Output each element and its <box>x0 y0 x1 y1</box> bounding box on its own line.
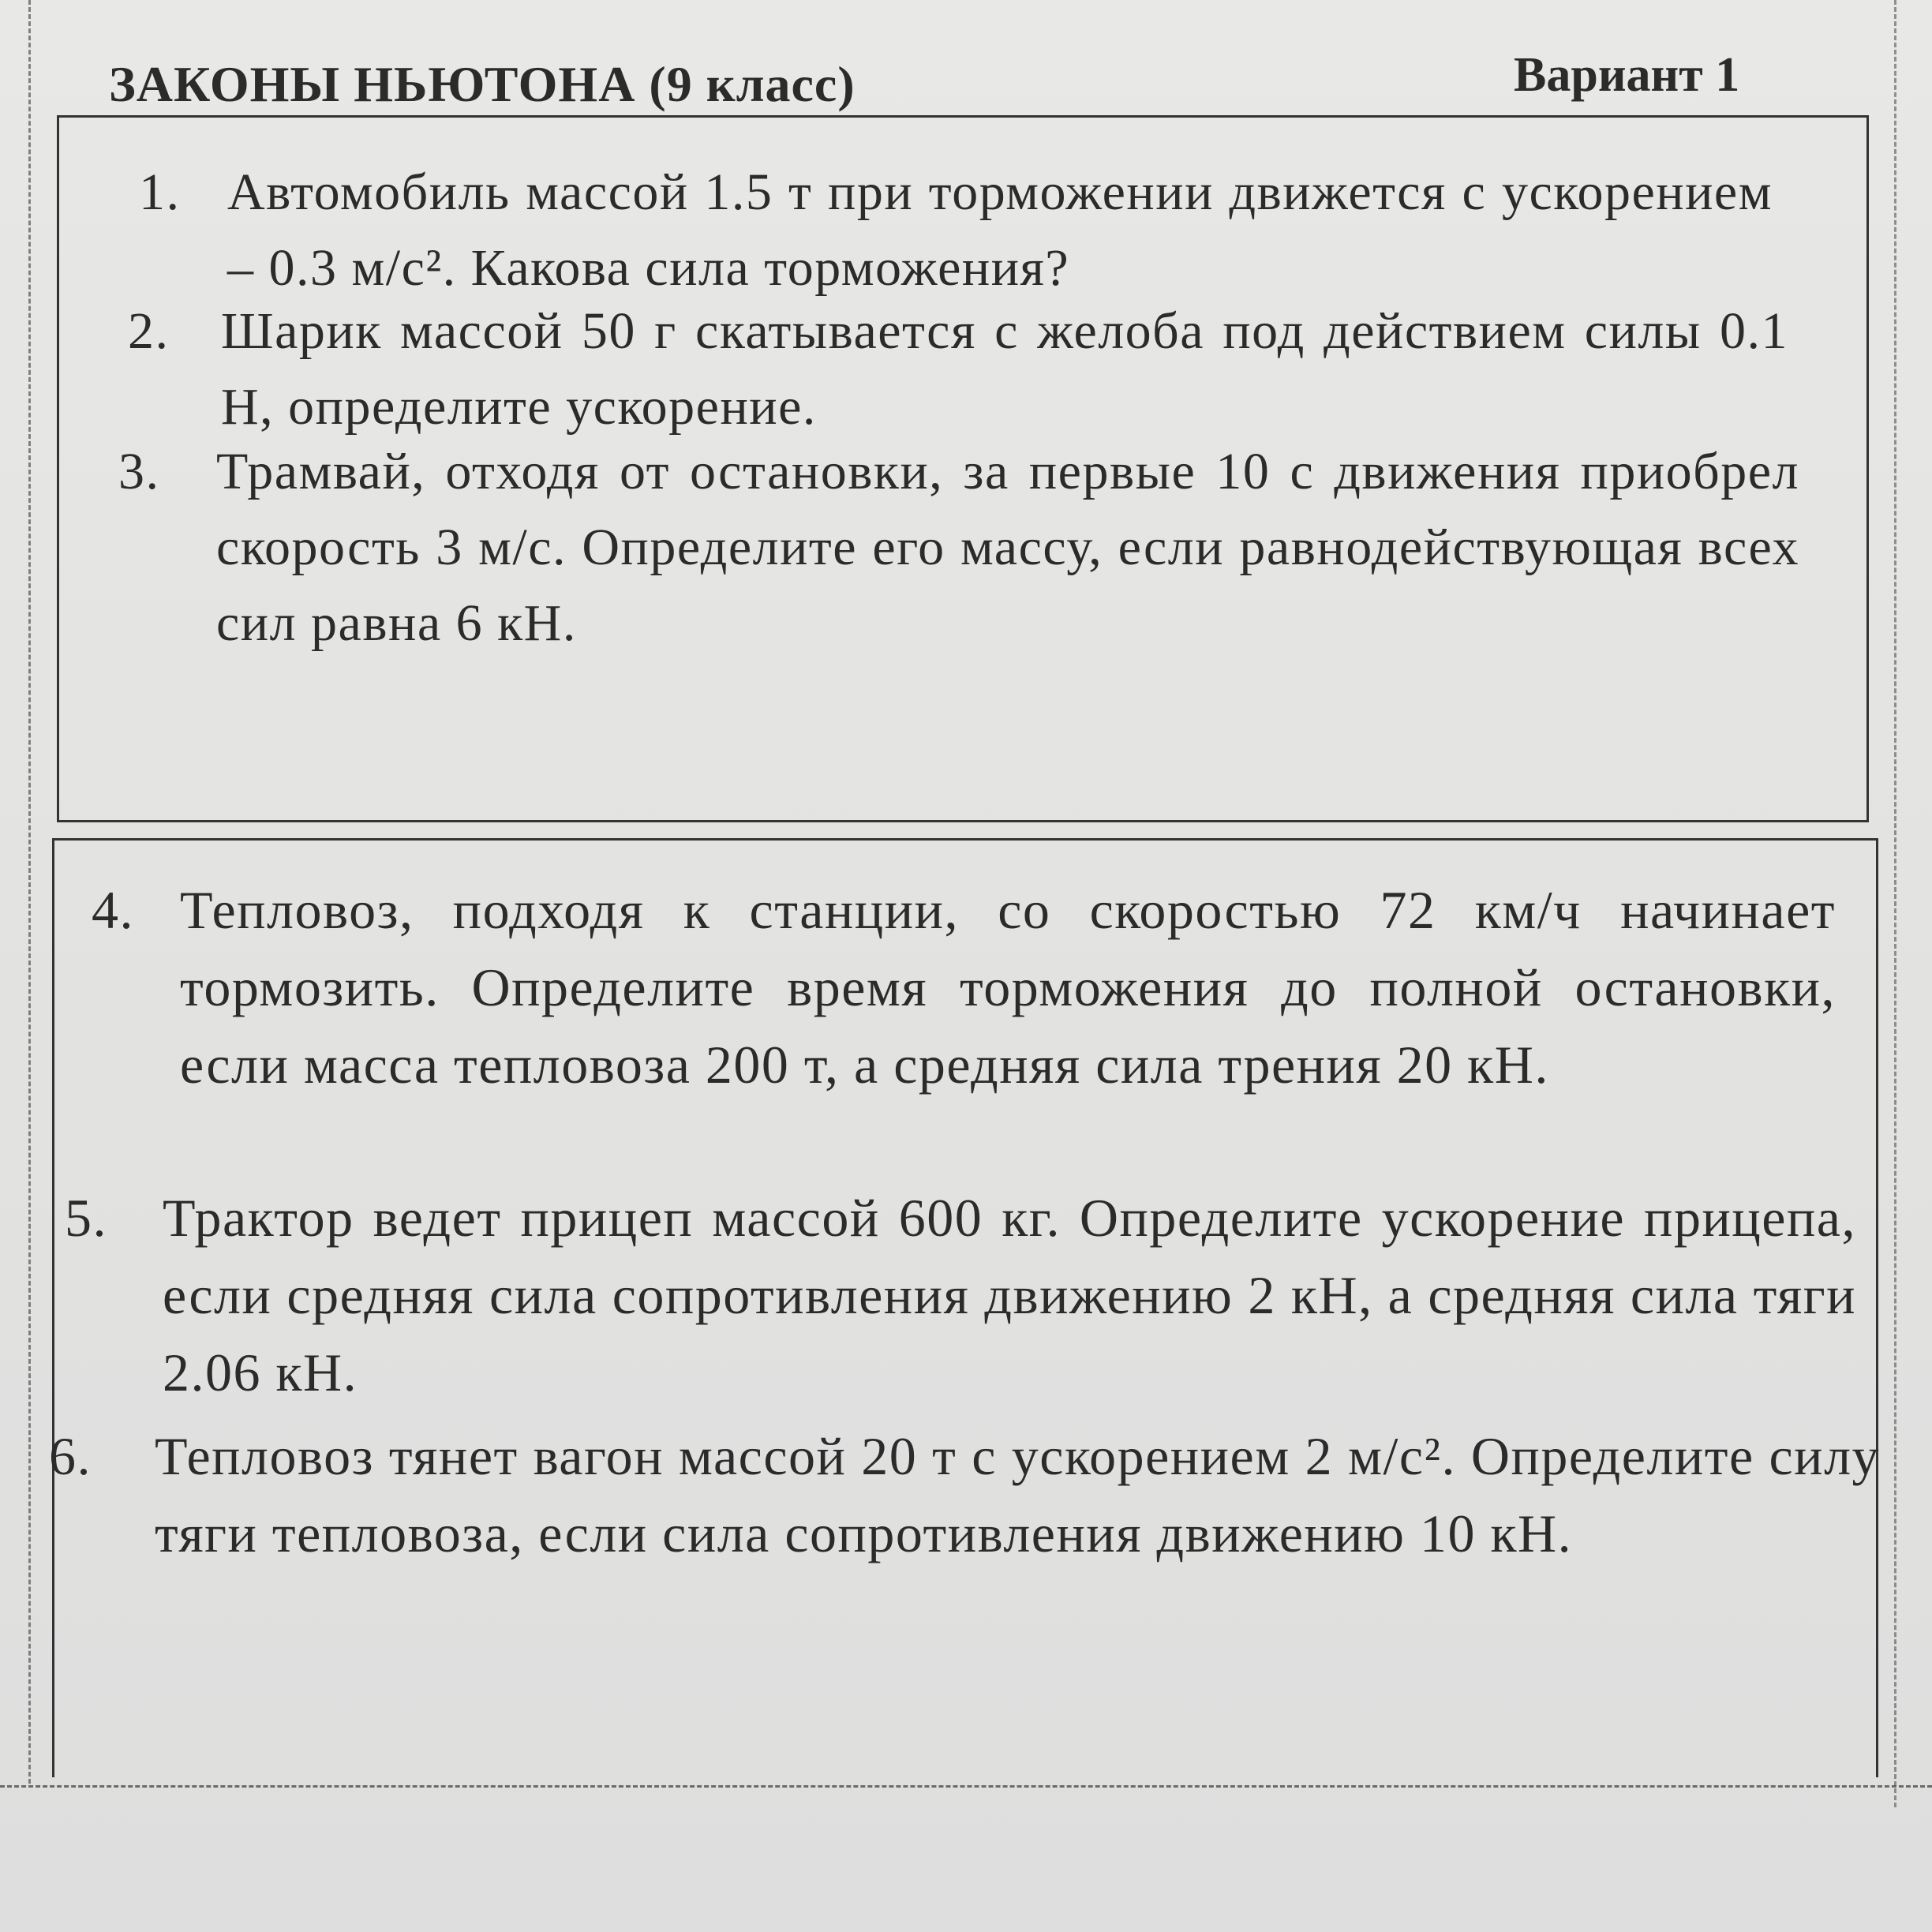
task-text: Тепловоз тянет вагон массой 20 т с ускорением 2 м/с². Определите силу тяги тепловоза, если сила сопротивления движению 10 кН. <box>155 1426 1880 1563</box>
task-number: 2. <box>128 302 170 360</box>
task-text: Шарик массой 50 г скатывается с желоба под действием силы 0.1 Н, определите ускорение. <box>221 302 1788 436</box>
task-number: 1. <box>139 163 181 221</box>
task-item-3 <box>118 434 1799 661</box>
task-number: 3. <box>118 443 160 500</box>
task-item-2 <box>128 294 1788 445</box>
task-item-1 <box>139 155 1773 306</box>
task-text: Тепловоз, подходя к станции, со скоростью 72 км/ч начинает тормозить. Определите время торможения до полной остановки, если масса тепловоза 200 т, а средняя сила трения 20 кН. <box>180 880 1836 1095</box>
worksheet-title: ЗАКОНЫ НЬЮТОНА (9 класс) <box>109 56 856 112</box>
bottom-dashed-rule <box>0 1785 1932 1788</box>
task-number: 5. <box>65 1188 107 1248</box>
task-text: Автомобиль массой 1.5 т при торможении движется с ускорением – 0.3 м/с². Какова сила торможения? <box>227 163 1773 297</box>
task-number: 4. <box>92 880 134 940</box>
task-text: Трамвай, отходя от остановки, за первые 10 с движения приобрел скорость 3 м/с. Определите его массу, если равнодействующая всех сил равна 6 кН. <box>216 443 1799 652</box>
task-item-6 <box>49 1417 1880 1572</box>
task-item-4 <box>92 871 1836 1103</box>
variant-label: Вариант 1 <box>1514 48 1740 102</box>
right-cut-edge <box>1894 0 1896 1807</box>
task-text: Трактор ведет прицеп массой 600 кг. Определите ускорение прицепа, если средняя сила сопротивления движению 2 кН, а средняя сила тяги 2.06 кН. <box>163 1188 1856 1402</box>
task-item-5 <box>65 1179 1856 1411</box>
left-cut-edge <box>28 0 31 1784</box>
task-number: 6. <box>49 1426 92 1486</box>
